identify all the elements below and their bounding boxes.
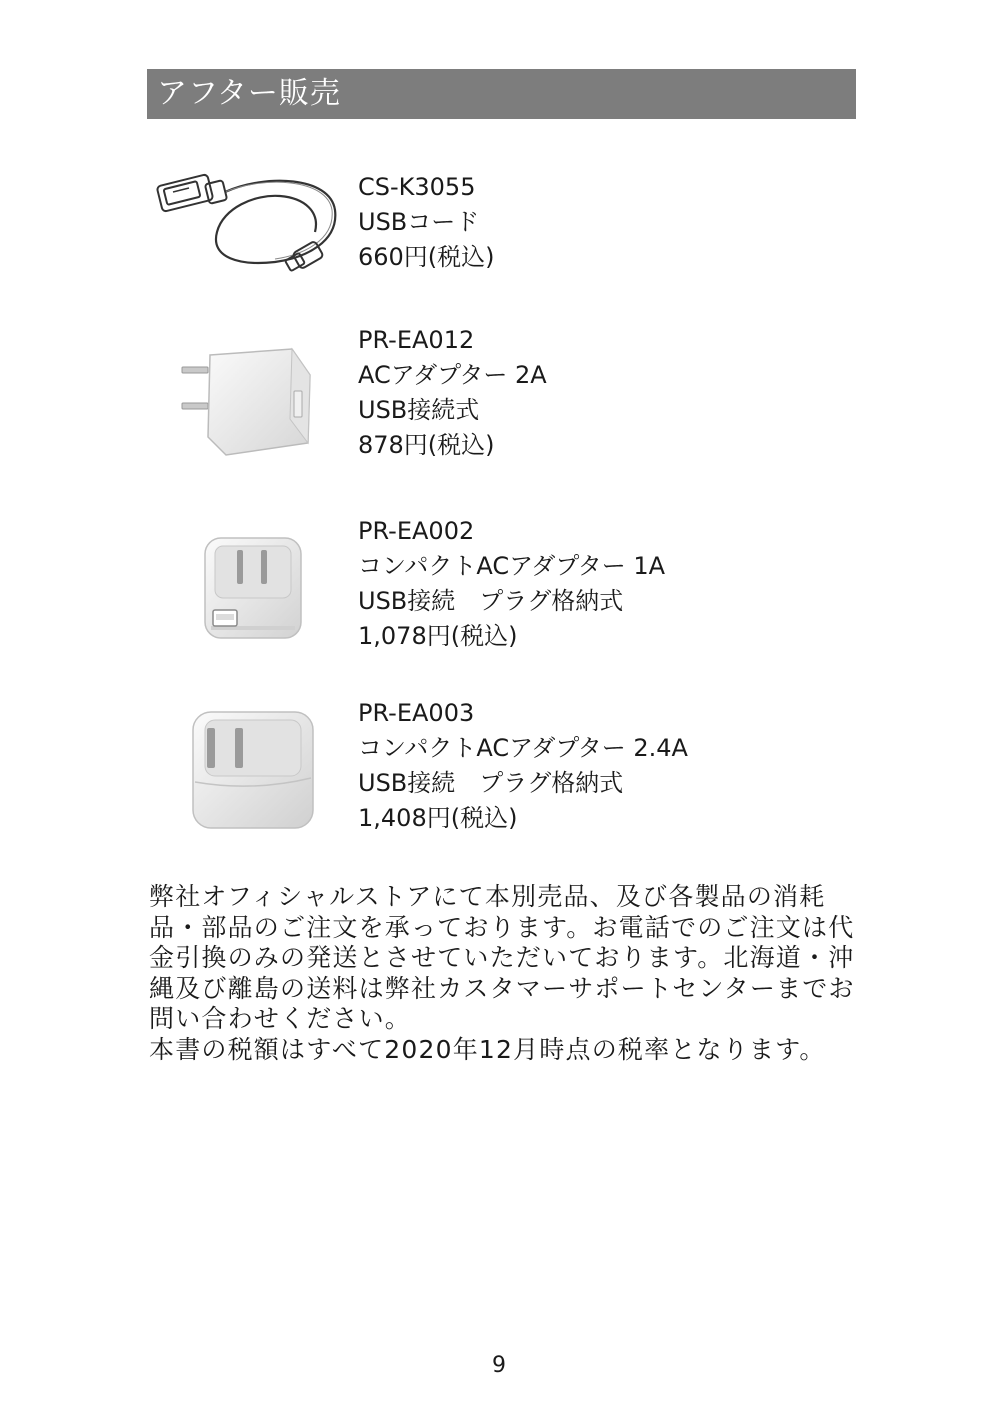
page-number: 9 bbox=[492, 1353, 506, 1378]
product-price: 1,408円(税込) bbox=[358, 804, 518, 832]
product-price: 660円(税込) bbox=[358, 243, 495, 271]
product-model: PR-EA003 bbox=[358, 699, 475, 727]
product-price: 1,078円(税込) bbox=[358, 622, 518, 650]
product-description: コンパクトACアダプター 2.4A bbox=[358, 734, 688, 762]
product-price: 878円(税込) bbox=[358, 431, 495, 459]
ac-adapter-icon bbox=[180, 345, 315, 464]
product-text bbox=[358, 696, 688, 836]
product-description: コンパクトACアダプター 1A bbox=[358, 552, 666, 580]
tax-note-paragraph: 本書の税額はすべて2020年12月時点の税率となります。 bbox=[149, 1034, 826, 1064]
usb-cable-icon bbox=[155, 170, 345, 284]
product-model: PR-EA002 bbox=[358, 517, 475, 545]
product-description: USB接続式 bbox=[358, 396, 480, 424]
compact-adapter-large-icon bbox=[191, 710, 317, 836]
compact-adapter-icon bbox=[203, 536, 305, 646]
product-model: PR-EA012 bbox=[358, 326, 475, 354]
product-description: USBコード bbox=[358, 208, 480, 236]
product-text bbox=[358, 323, 547, 463]
notes bbox=[149, 882, 861, 1065]
product-text bbox=[358, 170, 495, 275]
order-info-paragraph: 弊社オフィシャルストアにて本別売品、及び各製品の消耗品・部品のご注文を承っております。お電話でのご注文は代金引換のみの発送とさせていただいております。北海道・沖縄及び離島の送料は弊社カスタマーサポートセンターまでお問い合わせください。 bbox=[149, 882, 855, 1033]
product-description: USB接続 プラグ格納式 bbox=[358, 769, 624, 797]
product-text bbox=[358, 514, 665, 654]
section-header bbox=[147, 69, 856, 119]
product-description: ACアダプター 2A bbox=[358, 361, 547, 389]
product-description: USB接続 プラグ格納式 bbox=[358, 587, 624, 615]
section-title: アフター販売 bbox=[157, 76, 341, 111]
product-model: CS-K3055 bbox=[358, 173, 476, 201]
